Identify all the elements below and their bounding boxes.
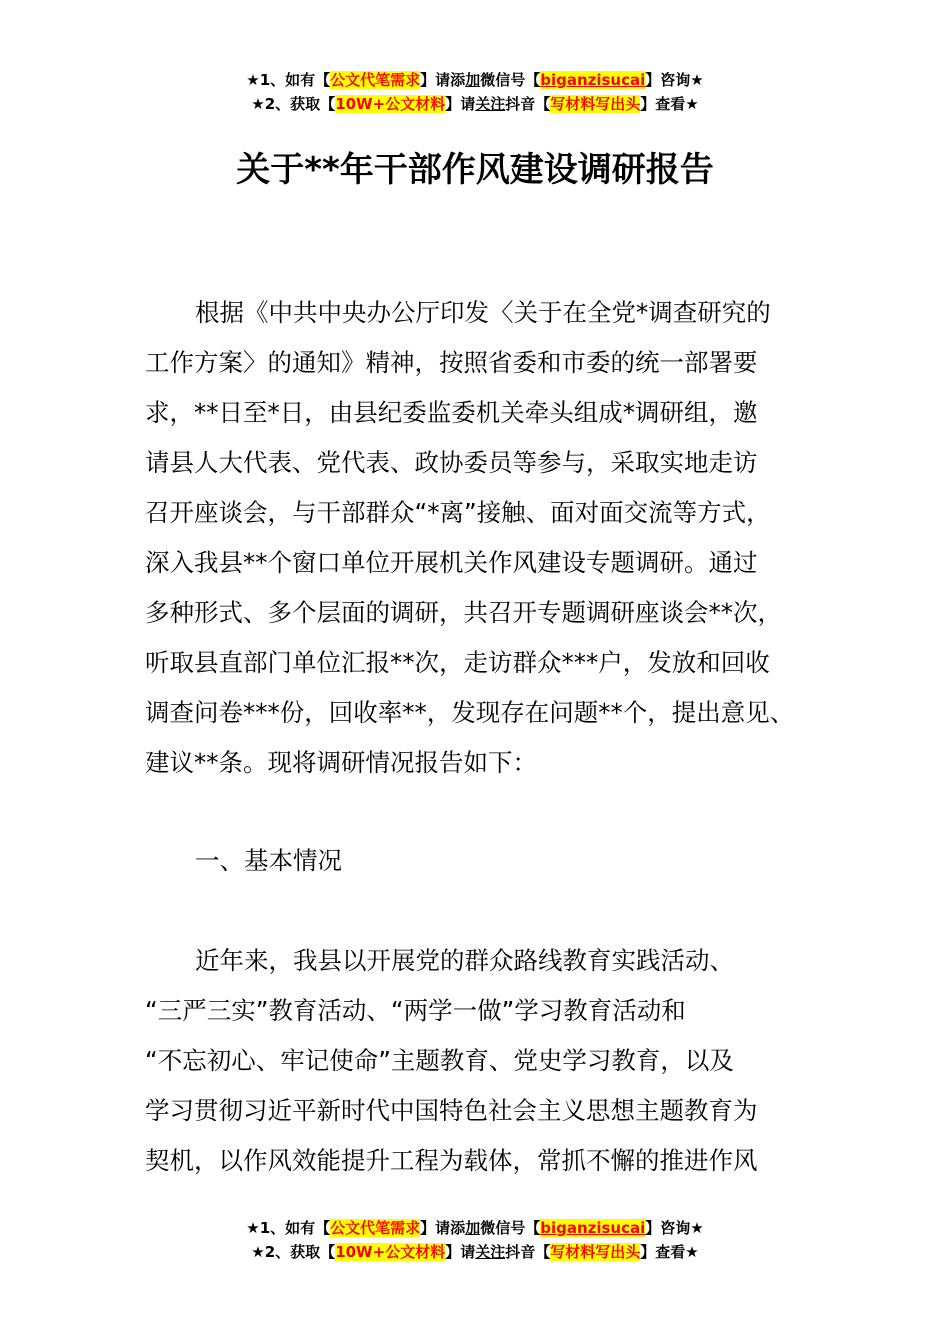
paragraph-line: 契机，以作风效能提升工程为载体，常抓不懈的推进作风 [145, 1146, 758, 1175]
highlight-service: 公文代笔需求 [330, 1219, 421, 1237]
paragraph-line: “三严三实”教育活动、“两学一做”学习教育活动和 [145, 996, 686, 1025]
douyin-account: 写材料写出头 [550, 1243, 641, 1261]
paragraph-line: 召开座谈会，与干部群众“*离”接触、面对面交流等方式， [145, 498, 771, 527]
paragraph-line: 请县人大代表、党代表、政协委员等参与，采取实地走访 [145, 448, 758, 477]
document-title: 关于**年干部作风建设调研报告 [236, 150, 714, 190]
background-paragraph [145, 936, 817, 1186]
douyin-account: 写材料写出头 [550, 95, 641, 113]
paragraph-line: “不忘初心、牢记使命”主题教育、党史学习教育，以及 [145, 1046, 734, 1075]
banner-line-2: ★2、获取【10W+公文材料】请关注抖音【写材料写出头】查看★ [251, 1243, 699, 1261]
highlight-materials: 10W+公文材料 [335, 95, 446, 113]
footer-banner [0, 1216, 950, 1264]
paragraph-line: 根据《中共中央办公厅印发〈关于在全党*调查研究的 [195, 298, 771, 327]
paragraph-line: 听取县直部门单位汇报**次，走访群众***户，发放和回收 [145, 648, 770, 677]
paragraph-line: 调查问卷***份，回收率**，发现存在问题**个，提出意见、 [145, 698, 795, 727]
intro-paragraph [145, 288, 817, 788]
paragraph-line: 多种形式、多个层面的调研，共召开专题调研座谈会**次， [145, 598, 782, 627]
highlight-service: 公文代笔需求 [330, 71, 421, 89]
section-heading [145, 836, 817, 886]
paragraph-line: 求，**日至*日，由县纪委监委机关牵头组成*调研组，邀 [145, 398, 758, 427]
paragraph-line: 深入我县**个窗口单位开展机关作风建设专题调研。通过 [145, 548, 758, 577]
section-heading-text: 一、基本情况 [195, 846, 342, 875]
paragraph-line: 学习贯彻习近平新时代中国特色社会主义思想主题教育为 [145, 1096, 758, 1125]
banner-line-1: ★1、如有【公文代笔需求】请添加微信号【biganzisucai】咨询★ [246, 71, 704, 89]
paragraph-line: 建议**条。现将调研情况报告如下： [145, 748, 537, 777]
banner-line-2: ★2、获取【10W+公文材料】请关注抖音【写材料写出头】查看★ [251, 95, 699, 113]
header-banner [0, 68, 950, 116]
wechat-id: biganzisucai [540, 1219, 646, 1237]
paragraph-line: 工作方案〉的通知》精神，按照省委和市委的统一部署要 [145, 348, 758, 377]
highlight-materials: 10W+公文材料 [335, 1243, 446, 1261]
wechat-id: biganzisucai [540, 71, 646, 89]
banner-line-1: ★1、如有【公文代笔需求】请添加微信号【biganzisucai】咨询★ [246, 1219, 704, 1237]
paragraph-line: 近年来，我县以开展党的群众路线教育实践活动、 [195, 946, 734, 975]
